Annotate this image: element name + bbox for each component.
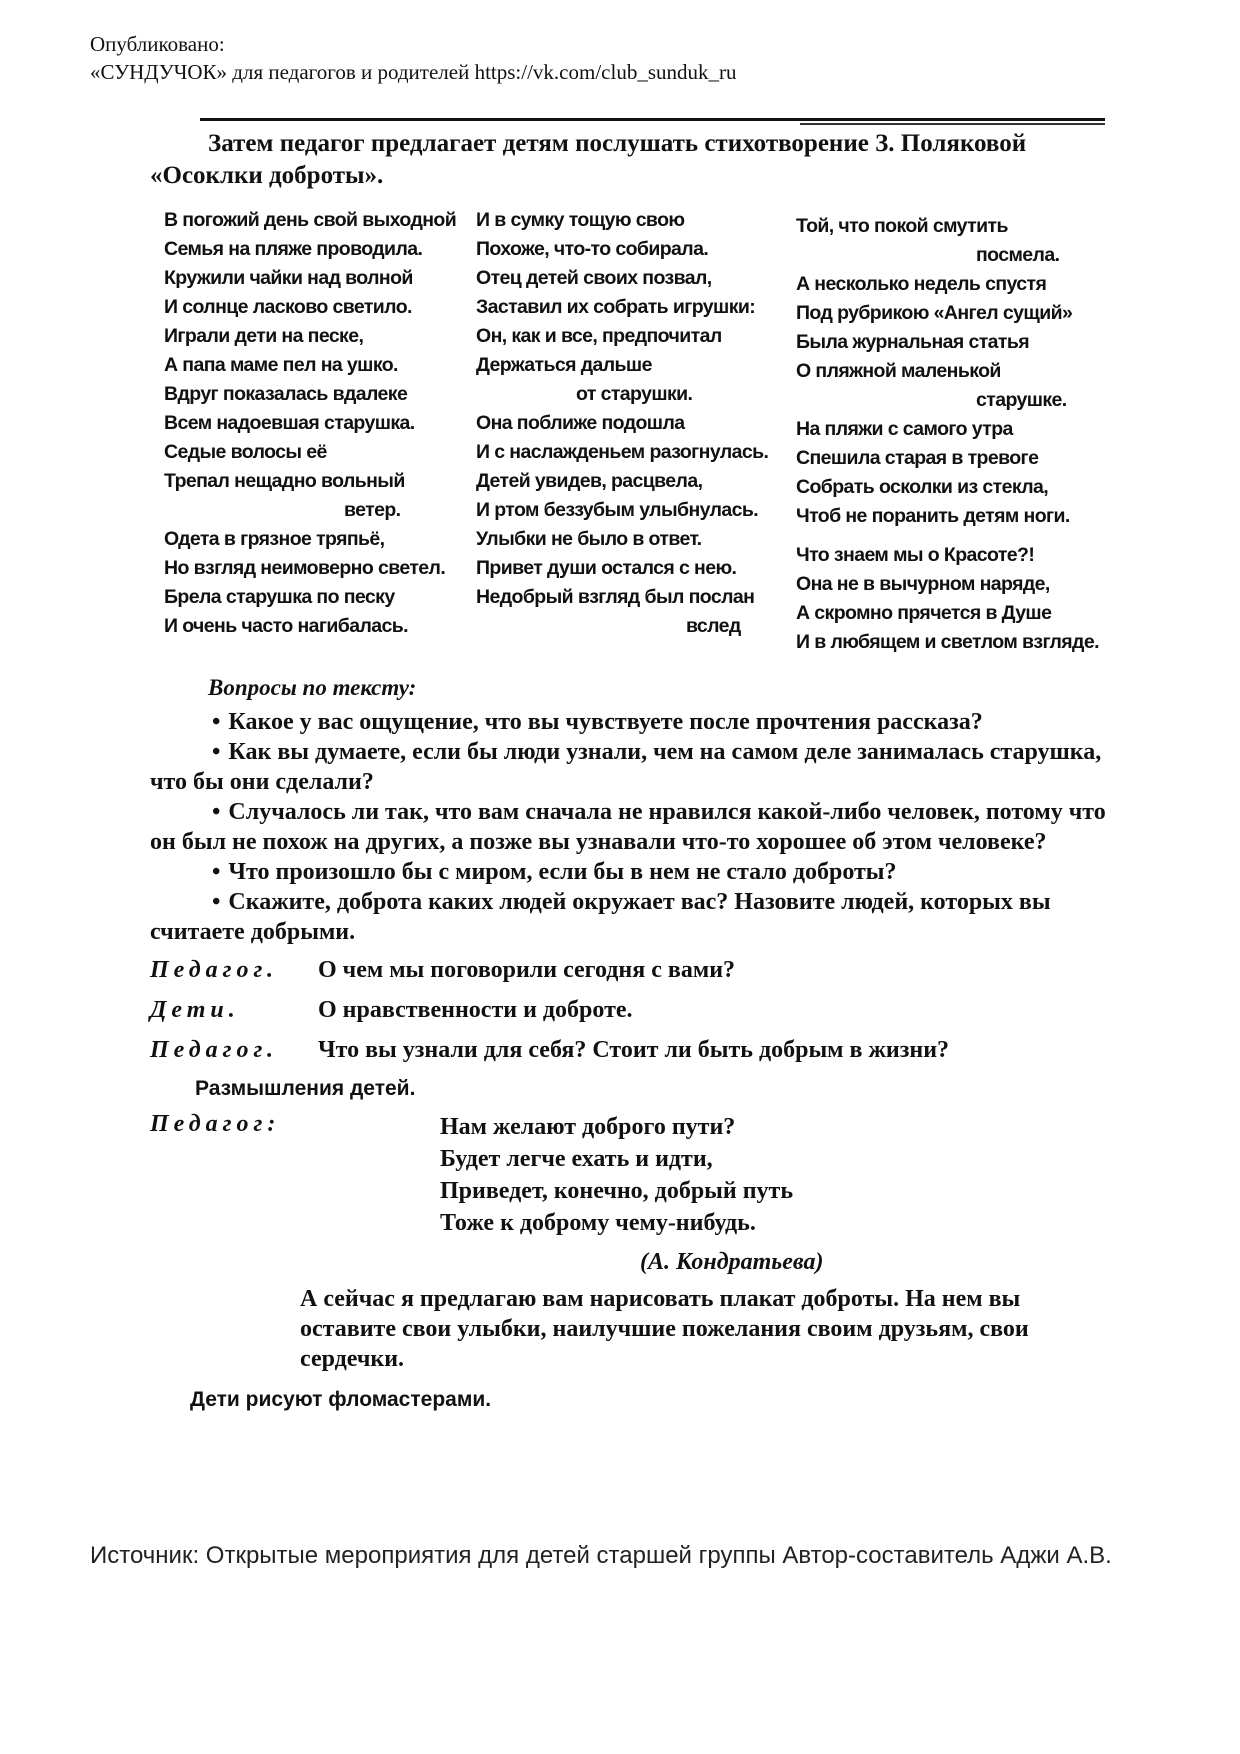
speaker-label: Педагог. xyxy=(150,1037,279,1063)
poem-line: Играли дети на песке, xyxy=(164,325,364,347)
poem-column-3 xyxy=(796,206,1099,657)
poem-line: Он, как и все, предпочитал xyxy=(476,325,722,347)
poem-line: А несколько недель спустя xyxy=(796,273,1047,295)
dialog-line xyxy=(150,953,1110,987)
question-text: Что произошло бы с миром, если бы в нем не стало доброты? xyxy=(228,859,897,885)
poem-line: посмела. xyxy=(976,244,1060,266)
speaker-label: Педагог: xyxy=(150,1111,281,1137)
poem-line: Улыбки не было в ответ. xyxy=(476,528,702,550)
verse-line: Тоже к доброму чему-нибудь. xyxy=(440,1210,756,1236)
verse xyxy=(440,1111,1110,1239)
poem-line: Брела старушка по песку xyxy=(164,586,395,608)
poem-line: Похоже, что-то собирала. xyxy=(476,238,709,260)
bullet-icon: • xyxy=(212,859,221,885)
poem-line: И в сумку тощую свою xyxy=(476,209,685,231)
poem-line: Той, что покой смутить xyxy=(796,215,1008,237)
poem xyxy=(150,206,1110,657)
top-rule xyxy=(200,118,1105,121)
poem-line: Чтоб не поранить детям ноги. xyxy=(796,505,1070,527)
poem-line: Заставил их собрать игрушки: xyxy=(476,296,756,318)
poem-line: Семья на пляже проводила. xyxy=(164,238,423,260)
poem-line: Привет души остался с нею. xyxy=(476,557,737,579)
speaker-label: Педагог. xyxy=(150,957,279,983)
scanned-page xyxy=(150,128,1110,1412)
poem-line: Трепал нещадно вольный xyxy=(164,470,405,492)
header-line-1: Опубликовано: xyxy=(90,32,225,56)
poem-line: Отец детей своих позвал, xyxy=(476,267,712,289)
bullet-icon: • xyxy=(212,889,221,915)
question-text: Скажите, доброта каких людей окружает вас? Назовите людей, которых вы считаете добрыми. xyxy=(150,889,1051,945)
poem-line: Кружили чайки над волной xyxy=(164,267,413,289)
dialog-text: О чем мы поговорили сегодня с вами? xyxy=(318,957,736,983)
dialog-text: О нравственности и доброте. xyxy=(318,997,633,1023)
poem-line: Она поближе подошла xyxy=(476,412,685,434)
question-item xyxy=(150,797,1110,857)
poem-line: О пляжной маленькой xyxy=(796,360,1001,382)
poem-line: А скромно прячется в Душе xyxy=(796,602,1052,624)
poem-line: Одета в грязное тряпьё, xyxy=(164,528,385,550)
poem-column-1 xyxy=(150,206,476,657)
header-line-2: «СУНДУЧОК» для педагогов и родителей https://vk.com/club_sunduk_ru xyxy=(90,60,737,84)
poem-line: Собрать осколки из стекла, xyxy=(796,476,1049,498)
question-item xyxy=(150,737,1110,797)
poem-line: И в любящем и светлом взгляде. xyxy=(796,631,1099,653)
poem-line: И очень часто нагибалась. xyxy=(164,615,408,637)
question-text: Случалось ли так, что вам сначала не нравился какой-либо человек, потому что он был не похож на других, а позже вы узнавали что-то хорошее об этом человеке? xyxy=(150,799,1106,855)
dialog-line xyxy=(150,993,1110,1027)
poem-line: Что знаем мы о Красоте?! xyxy=(796,544,1035,566)
poem-line: Спешила старая в тревоге xyxy=(796,447,1039,469)
poem-line: Держаться дальше xyxy=(476,354,652,376)
question-item xyxy=(150,857,1110,887)
closing-paragraph: А сейчас я предлагаю вам нарисовать плакат доброты. На нем вы оставите свои улыбки, наилучшие пожелания своим друзьям, свои сердечки. xyxy=(300,1286,1029,1372)
bullet-icon: • xyxy=(212,799,221,825)
poem-line: И солнце ласково светило. xyxy=(164,296,412,318)
intro-paragraph: Затем педагог предлагает детям послушать стихотворение З. Поляковой «Осоклки доброты». xyxy=(150,130,1027,189)
poem-line: Была журнальная статья xyxy=(796,331,1030,353)
poem-line: В погожий день свой выходной xyxy=(164,209,457,231)
question-item xyxy=(150,887,1110,947)
poem-column-2 xyxy=(476,206,796,657)
poem-line: вслед xyxy=(686,615,741,637)
poem-line: Недобрый взгляд был послан xyxy=(476,586,755,608)
question-item xyxy=(150,707,1110,737)
closing-action: Дети рисуют фломастерами. xyxy=(190,1388,492,1411)
verse-line: Приведет, конечно, добрый путь xyxy=(440,1178,794,1204)
verse-line: Будет легче ехать и идти, xyxy=(440,1146,713,1172)
poem-line: старушке. xyxy=(976,389,1067,411)
source-citation: Источник: Открытые мероприятия для детей старшей группы Автор-составитель Аджи А.В. xyxy=(90,1542,1112,1569)
poem-line: от старушки. xyxy=(576,383,693,405)
bullet-icon: • xyxy=(212,739,221,765)
questions-title: Вопросы по тексту: xyxy=(208,675,417,700)
poem-line: Вдруг показалась вдалеке xyxy=(164,383,408,405)
dialog-text: Что вы узнали для себя? Стоит ли быть добрым в жизни? xyxy=(318,1037,950,1063)
reflection-note: Размышления детей. xyxy=(195,1077,416,1100)
poem-line: Она не в вычурном наряде, xyxy=(796,573,1050,595)
stanza-gap xyxy=(796,531,1096,541)
poem-line: Детей увидев, расцвела, xyxy=(476,470,703,492)
top-rule-secondary xyxy=(800,123,1105,125)
poem-line: ветер. xyxy=(344,499,401,521)
poem-line: И с наслажденьем разогнулась. xyxy=(476,441,769,463)
poem-line: На пляжи с самого утра xyxy=(796,418,1013,440)
bullet-icon: • xyxy=(212,709,221,735)
question-text: Какое у вас ощущение, что вы чувствуете после прочтения рассказа? xyxy=(228,709,983,735)
poem-line: Но взгляд неимоверно светел. xyxy=(164,557,446,579)
poem-line: Под рубрикою «Ангел сущий» xyxy=(796,302,1073,324)
poem-line: Всем надоевшая старушка. xyxy=(164,412,415,434)
poem-line: Седые волосы её xyxy=(164,441,327,463)
verse-author: (А. Кондратьева) xyxy=(640,1249,824,1275)
publication-header xyxy=(90,30,737,86)
verse-line: Нам желают доброго пути? xyxy=(440,1114,736,1140)
poem-line: А папа маме пел на ушко. xyxy=(164,354,398,376)
poem-line: И ртом беззубым улыбнулась. xyxy=(476,499,759,521)
question-text: Как вы думаете, если бы люди узнали, чем на самом деле занималась старушка, что бы они сделали? xyxy=(150,739,1102,795)
dialog-line xyxy=(150,1033,1110,1067)
speaker-label: Дети. xyxy=(150,997,240,1023)
